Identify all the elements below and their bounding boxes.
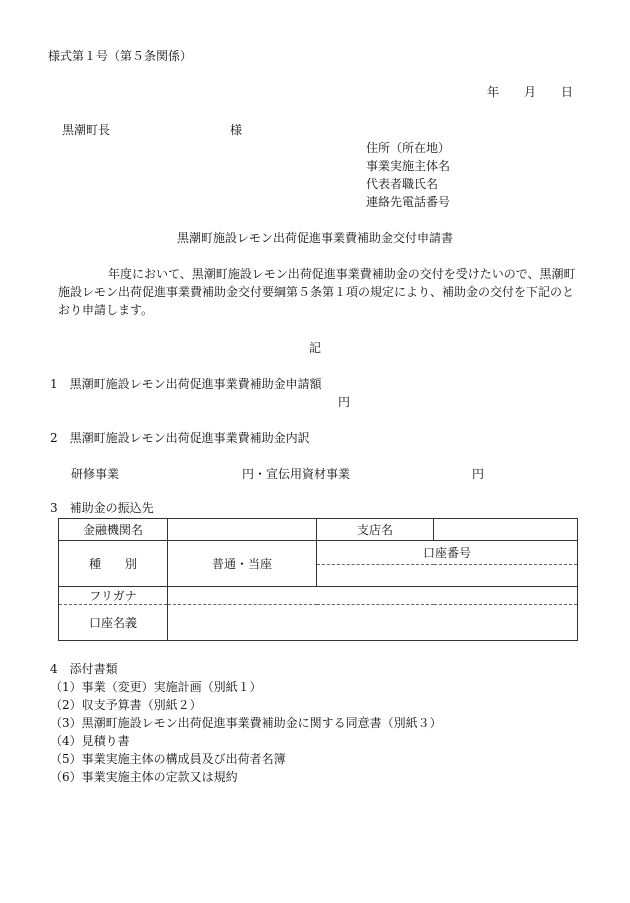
date-month: 月 bbox=[524, 85, 537, 99]
form-number: 様式第１号（第５条関係） bbox=[48, 49, 193, 63]
account-number-value bbox=[317, 565, 578, 587]
section2-item1: 研修事業 bbox=[71, 467, 120, 481]
date-day: 日 bbox=[561, 85, 574, 99]
applicant-representative: 代表者職氏名 bbox=[366, 177, 439, 191]
branch-value bbox=[434, 519, 578, 541]
furigana-label: フリガナ bbox=[59, 587, 168, 605]
account-number-label: 口座番号 bbox=[317, 541, 578, 565]
body-line-2: 施設レモン出荷促進事業費補助金交付要綱第５条第１項の規定により、補助金の交付を下記のと bbox=[58, 285, 575, 299]
section1-heading: 1 黒潮町施設レモン出荷促進事業費補助金申請額 bbox=[50, 377, 322, 391]
addressee-honorific: 様 bbox=[230, 123, 243, 137]
type-value: 普通・当座 bbox=[168, 541, 317, 587]
attachment-item: （5）事業実施主体の構成員及び出荷者名簿 bbox=[50, 752, 286, 766]
attachment-item: （2）収支予算書（別紙２） bbox=[50, 698, 202, 712]
attachment-item: （6）事業実施主体の定款又は規約 bbox=[50, 770, 238, 784]
attachment-item: （4）見積り書 bbox=[50, 734, 130, 748]
account-name-value bbox=[168, 605, 578, 641]
applicant-address: 住所（所在地） bbox=[366, 141, 451, 155]
document-title: 黒潮町施設レモン出荷促進事業費補助金交付申請書 bbox=[176, 231, 453, 245]
date-year: 年 bbox=[487, 85, 500, 99]
bank-transfer-table bbox=[58, 518, 578, 641]
section2-heading: 2 黒潮町施設レモン出荷促進事業費補助金内訳 bbox=[50, 431, 310, 445]
ki-label: 記 bbox=[308, 341, 321, 355]
section2-unit2: 円 bbox=[472, 467, 485, 481]
section3-heading: 3 補助金の振込先 bbox=[50, 501, 154, 515]
section2-unit1-item2: 円・宣伝用資材事業 bbox=[242, 467, 351, 481]
attachment-item: （3）黒潮町施設レモン出荷促進事業費補助金に関する同意書（別紙３） bbox=[50, 716, 442, 730]
attachment-item: （1）事業（変更）実施計画（別紙１） bbox=[50, 680, 262, 694]
account-name-label: 口座名義 bbox=[59, 605, 168, 641]
institution-value bbox=[168, 519, 317, 541]
applicant-entity-name: 事業実施主体名 bbox=[366, 159, 451, 173]
body-line-1: 年度において、黒潮町施設レモン出荷促進事業費補助金の交付を受けたいので、黒潮町 bbox=[108, 267, 576, 281]
applicant-phone: 連絡先電話番号 bbox=[366, 195, 451, 209]
furigana-value bbox=[168, 587, 578, 605]
section4-heading: 4 添付書類 bbox=[50, 662, 118, 676]
type-label: 種 別 bbox=[59, 541, 168, 587]
addressee-name: 黒潮町長 bbox=[62, 123, 111, 137]
section1-unit: 円 bbox=[338, 395, 351, 409]
branch-label: 支店名 bbox=[317, 519, 434, 541]
body-line-3: おり申請します。 bbox=[58, 303, 154, 317]
institution-label: 金融機関名 bbox=[59, 519, 168, 541]
